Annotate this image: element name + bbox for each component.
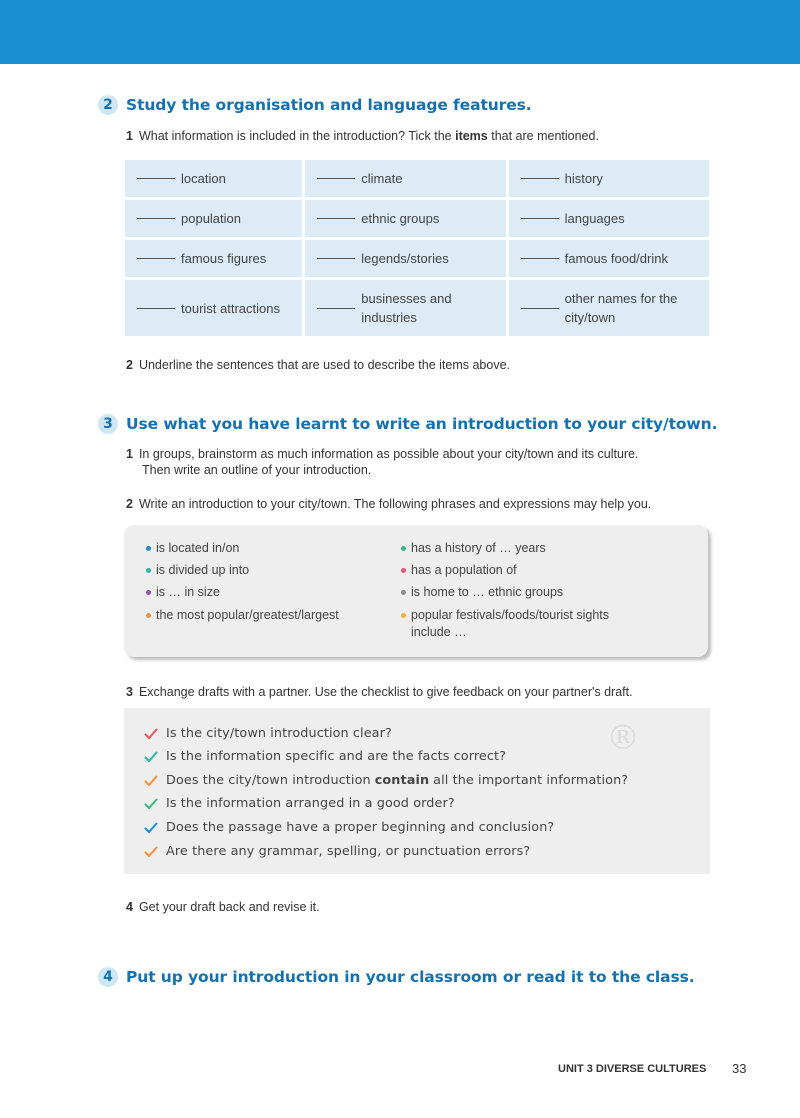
item-number: 2 <box>126 497 133 511</box>
table-row <box>124 199 711 239</box>
section-title: Use what you have learnt to write an introduction to your city/town. <box>126 415 718 433</box>
item-number: 1 <box>126 129 133 143</box>
cell-label: legends/stories <box>361 251 449 266</box>
cell-label: famous figures <box>181 251 267 266</box>
phrase-text: is home to … ethnic groups <box>411 585 564 599</box>
table-cell[interactable] <box>507 239 710 279</box>
check-icon <box>144 775 158 787</box>
bullet-dot-icon <box>401 613 406 618</box>
tick-blank[interactable] <box>521 258 559 259</box>
checklist-text: Is the information arranged in a good order? <box>166 796 455 811</box>
s2-item-1 <box>126 128 716 144</box>
s3-item-3 <box>126 684 716 700</box>
cell-label: languages <box>564 211 625 226</box>
checklist-text: Does the city/town introduction <box>166 773 371 788</box>
phrase-item <box>146 562 249 579</box>
phrase-item <box>401 584 563 601</box>
cell-label: businesses and industries <box>361 291 452 325</box>
phrase-item <box>401 562 517 579</box>
tick-blank[interactable] <box>317 178 355 179</box>
checklist-box <box>124 708 710 874</box>
s3-item-4 <box>126 899 716 915</box>
item-text: In groups, brainstorm as much information as possible about your city/town and its culture. <box>138 447 639 461</box>
footer-unit-label: UNIT 3 DIVERSE CULTURES <box>558 1063 707 1075</box>
check-icon <box>144 728 158 740</box>
cell-label: famous food/drink <box>564 251 668 266</box>
checklist-text-bold: contain <box>374 773 430 788</box>
checklist-item <box>144 820 554 835</box>
item-text: Exchange drafts with a partner. Use the checklist to give feedback on your partner's draft. <box>138 685 633 699</box>
check-icon <box>144 846 158 858</box>
cell-label: population <box>181 211 241 226</box>
section-number: 3 <box>98 414 118 434</box>
table-cell[interactable] <box>124 199 304 239</box>
phrase-text: has a population of <box>411 563 517 577</box>
checklist-item <box>144 796 455 811</box>
section-number: 2 <box>98 95 118 115</box>
bullet-dot-icon <box>401 568 406 573</box>
checklist-text: Is the information specific and are the facts correct? <box>166 749 507 764</box>
page-number: 33 <box>732 1061 747 1076</box>
tick-blank[interactable] <box>137 258 175 259</box>
checklist-item <box>144 726 392 741</box>
cell-label: tourist attractions <box>181 300 280 316</box>
table-cell[interactable] <box>304 279 507 338</box>
features-table <box>122 157 712 339</box>
phrase-text: has a history of … years <box>411 541 546 555</box>
cell-label: ethnic groups <box>361 211 440 226</box>
cell-label: other names for the city/town <box>564 291 678 325</box>
tick-blank[interactable] <box>521 218 559 219</box>
item-text: that are mentioned. <box>487 129 599 143</box>
cell-label: climate <box>361 171 403 186</box>
checklist-text: Is the city/town introduction clear? <box>166 726 392 741</box>
bullet-dot-icon <box>146 568 151 573</box>
tick-blank[interactable] <box>521 178 559 179</box>
phrase-text: include … <box>411 625 467 639</box>
item-number: 1 <box>126 447 133 461</box>
table-row <box>124 239 711 279</box>
tick-blank[interactable] <box>137 308 175 309</box>
section-2-heading <box>98 95 532 115</box>
phrase-item <box>401 540 546 557</box>
phrase-item <box>146 540 239 557</box>
item-text: What information is included in the introduction? Tick the <box>138 129 456 143</box>
table-cell[interactable] <box>304 239 507 279</box>
phrase-box <box>124 525 708 657</box>
phrase-item <box>401 607 609 624</box>
section-3-heading <box>98 414 717 434</box>
item-text: Get your draft back and revise it. <box>138 900 320 914</box>
table-cell[interactable] <box>507 279 710 338</box>
bullet-dot-icon <box>401 546 406 551</box>
tick-blank[interactable] <box>137 178 175 179</box>
table-row <box>124 159 711 199</box>
check-icon <box>144 751 158 763</box>
phrase-item <box>146 584 220 601</box>
bullet-dot-icon <box>146 590 151 595</box>
checklist-item <box>144 749 506 764</box>
tick-blank[interactable] <box>317 258 355 259</box>
item-number: 3 <box>126 685 133 699</box>
checklist-text: Are there any grammar, spelling, or punctuation errors? <box>166 844 531 859</box>
tick-blank[interactable] <box>521 308 559 309</box>
table-cell[interactable] <box>124 279 304 338</box>
section-4-heading <box>98 967 695 987</box>
tick-blank[interactable] <box>317 308 355 309</box>
registered-watermark: ® <box>606 718 640 758</box>
checklist-text: all the important information? <box>433 773 629 788</box>
table-cell[interactable] <box>507 199 710 239</box>
phrase-text: popular festivals/foods/tourist sights <box>411 608 610 622</box>
phrase-text: is divided up into <box>156 563 250 577</box>
check-icon <box>144 822 158 834</box>
phrase-text: is located in/on <box>156 541 240 555</box>
checklist-text: Does the passage have a proper beginning and conclusion? <box>166 820 555 835</box>
item-number: 4 <box>126 900 133 914</box>
bullet-dot-icon <box>146 613 151 618</box>
table-cell[interactable] <box>507 159 710 199</box>
table-cell[interactable] <box>304 159 507 199</box>
table-cell[interactable] <box>124 239 304 279</box>
phrase-item-continued <box>411 624 467 641</box>
bullet-dot-icon <box>401 590 406 595</box>
item-text: Write an introduction to your city/town. The following phrases and expressions may help you. <box>138 497 652 511</box>
s3-item-2 <box>126 496 716 512</box>
checklist-item <box>144 773 628 788</box>
item-text-bold: items <box>455 129 488 143</box>
check-icon <box>144 798 158 810</box>
top-banner <box>0 0 800 64</box>
table-cell[interactable] <box>124 159 304 199</box>
phrase-text: is … in size <box>156 585 220 599</box>
phrase-text: the most popular/greatest/largest <box>156 608 339 622</box>
section-number: 4 <box>98 967 118 987</box>
s2-item-2 <box>126 357 716 373</box>
checklist-item <box>144 844 530 859</box>
section-title: Put up your introduction in your classroom or read it to the class. <box>126 968 695 986</box>
item-text-continued: Then write an outline of your introduction. <box>142 463 372 477</box>
table-cell[interactable] <box>304 199 507 239</box>
table-row <box>124 279 711 338</box>
tick-blank[interactable] <box>317 218 355 219</box>
cell-label: history <box>564 171 603 186</box>
tick-blank[interactable] <box>137 218 175 219</box>
s3-item-1 <box>126 446 716 478</box>
section-title: Study the organisation and language features. <box>126 96 532 114</box>
bullet-dot-icon <box>146 546 151 551</box>
cell-label: location <box>181 171 226 186</box>
item-text: Underline the sentences that are used to describe the items above. <box>138 358 511 372</box>
item-number: 2 <box>126 358 133 372</box>
phrase-item <box>146 607 339 624</box>
